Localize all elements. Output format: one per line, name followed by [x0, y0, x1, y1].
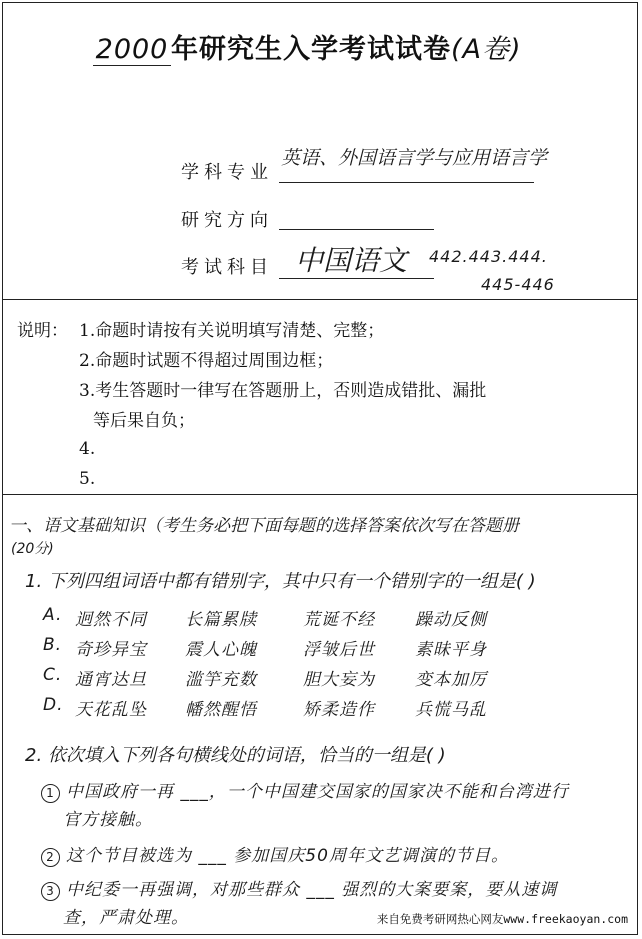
q2-item-2 — [41, 841, 509, 867]
circled-number: 3 — [41, 882, 60, 901]
section-points: (20分) — [11, 541, 54, 557]
option-letter: D. — [43, 695, 64, 715]
instruction-item: 3.考生答题时一律写在答题册上，否则造成错批、漏批 — [79, 381, 487, 401]
q2-item-cont: 官方接触。 — [63, 810, 153, 830]
subject-codes-line1: 442.443.444. — [429, 247, 548, 266]
option-word: 兵慌马乱 — [415, 700, 487, 720]
option-word: 迥然不同 — [75, 610, 147, 630]
direction-underline — [279, 229, 434, 230]
option-word: 震人心魄 — [185, 640, 257, 660]
instruction-item: 1.命题时请按有关说明填写清楚、完整； — [79, 321, 385, 341]
subject-underline — [279, 278, 434, 279]
major-underline — [279, 182, 534, 183]
q2-item-text: 中国政府一再 ___，一个中国建交国家的国家决不能和台湾进行 — [66, 782, 569, 802]
option-word: 素昧平身 — [415, 640, 487, 660]
instruction-item: 4. — [79, 439, 96, 459]
q2-item-1 — [41, 777, 569, 803]
exam-paper-frame — [2, 2, 638, 935]
option-word: 天花乱坠 — [75, 700, 147, 720]
option-word: 通宵达旦 — [75, 670, 147, 690]
instruction-item: 等后果自负； — [93, 411, 195, 431]
instructions-label: 说明： — [17, 321, 68, 341]
option-word: 浮皱后世 — [303, 640, 375, 660]
q2-item-text: 中纪委一再强调，对那些群众 ___ 强烈的大案要案，要从速调 — [66, 880, 558, 900]
instruction-item: 5. — [79, 469, 96, 489]
option-word: 矫柔造作 — [303, 700, 375, 720]
section-heading: 一、语文基础知识（考生务必把下面每题的选择答案依次写在答题册 — [9, 516, 519, 536]
option-word: 幡然醒悟 — [185, 700, 257, 720]
circled-number: 1 — [41, 784, 60, 803]
q2-item-text: 这个节目被选为 ___ 参加国庆50周年文艺调演的节目。 — [66, 846, 509, 866]
divider-top — [3, 299, 637, 300]
major-value: 英语、外国语言学与应用语言学 — [281, 147, 548, 169]
q2-item-3 — [41, 875, 557, 901]
option-word: 长篇累牍 — [185, 610, 257, 630]
option-word: 变本加厉 — [415, 670, 487, 690]
option-letter: B. — [43, 635, 63, 655]
option-letter: C. — [43, 665, 63, 685]
exam-year: 2000 — [93, 34, 171, 66]
paper-version: (A卷) — [451, 34, 522, 65]
option-word: 荒诞不经 — [303, 610, 375, 630]
option-word: 胆大妄为 — [303, 670, 375, 690]
option-word: 奇珍异宝 — [75, 640, 147, 660]
instruction-item: 2.命题时试题不得超过周围边框； — [79, 351, 334, 371]
circled-number: 2 — [41, 848, 60, 867]
subject-codes-line2: 445-446 — [481, 275, 555, 294]
subject-label: 考试科目 — [181, 257, 273, 278]
option-letter: A. — [43, 605, 63, 625]
title-text: 年研究生入学考试试卷 — [171, 34, 451, 65]
q2-item-cont: 查，严肃处理。 — [63, 908, 189, 928]
watermark-text: 来自免费考研网热心网友www.freekaoyan.com — [374, 910, 631, 928]
page-title — [93, 27, 522, 66]
question-2-stem: 2. 依次填入下列各句横线处的词语，恰当的一组是( ) — [25, 745, 446, 766]
major-label: 学科专业 — [181, 162, 273, 183]
question-1-stem: 1. 下列四组词语中都有错别字，其中只有一个错别字的一组是( ) — [25, 571, 536, 592]
divider-bottom — [3, 494, 637, 495]
option-word: 躁动反侧 — [415, 610, 487, 630]
option-word: 滥竽充数 — [185, 670, 257, 690]
direction-label: 研究方向 — [181, 210, 273, 231]
subject-value: 中国语文 — [295, 244, 408, 277]
